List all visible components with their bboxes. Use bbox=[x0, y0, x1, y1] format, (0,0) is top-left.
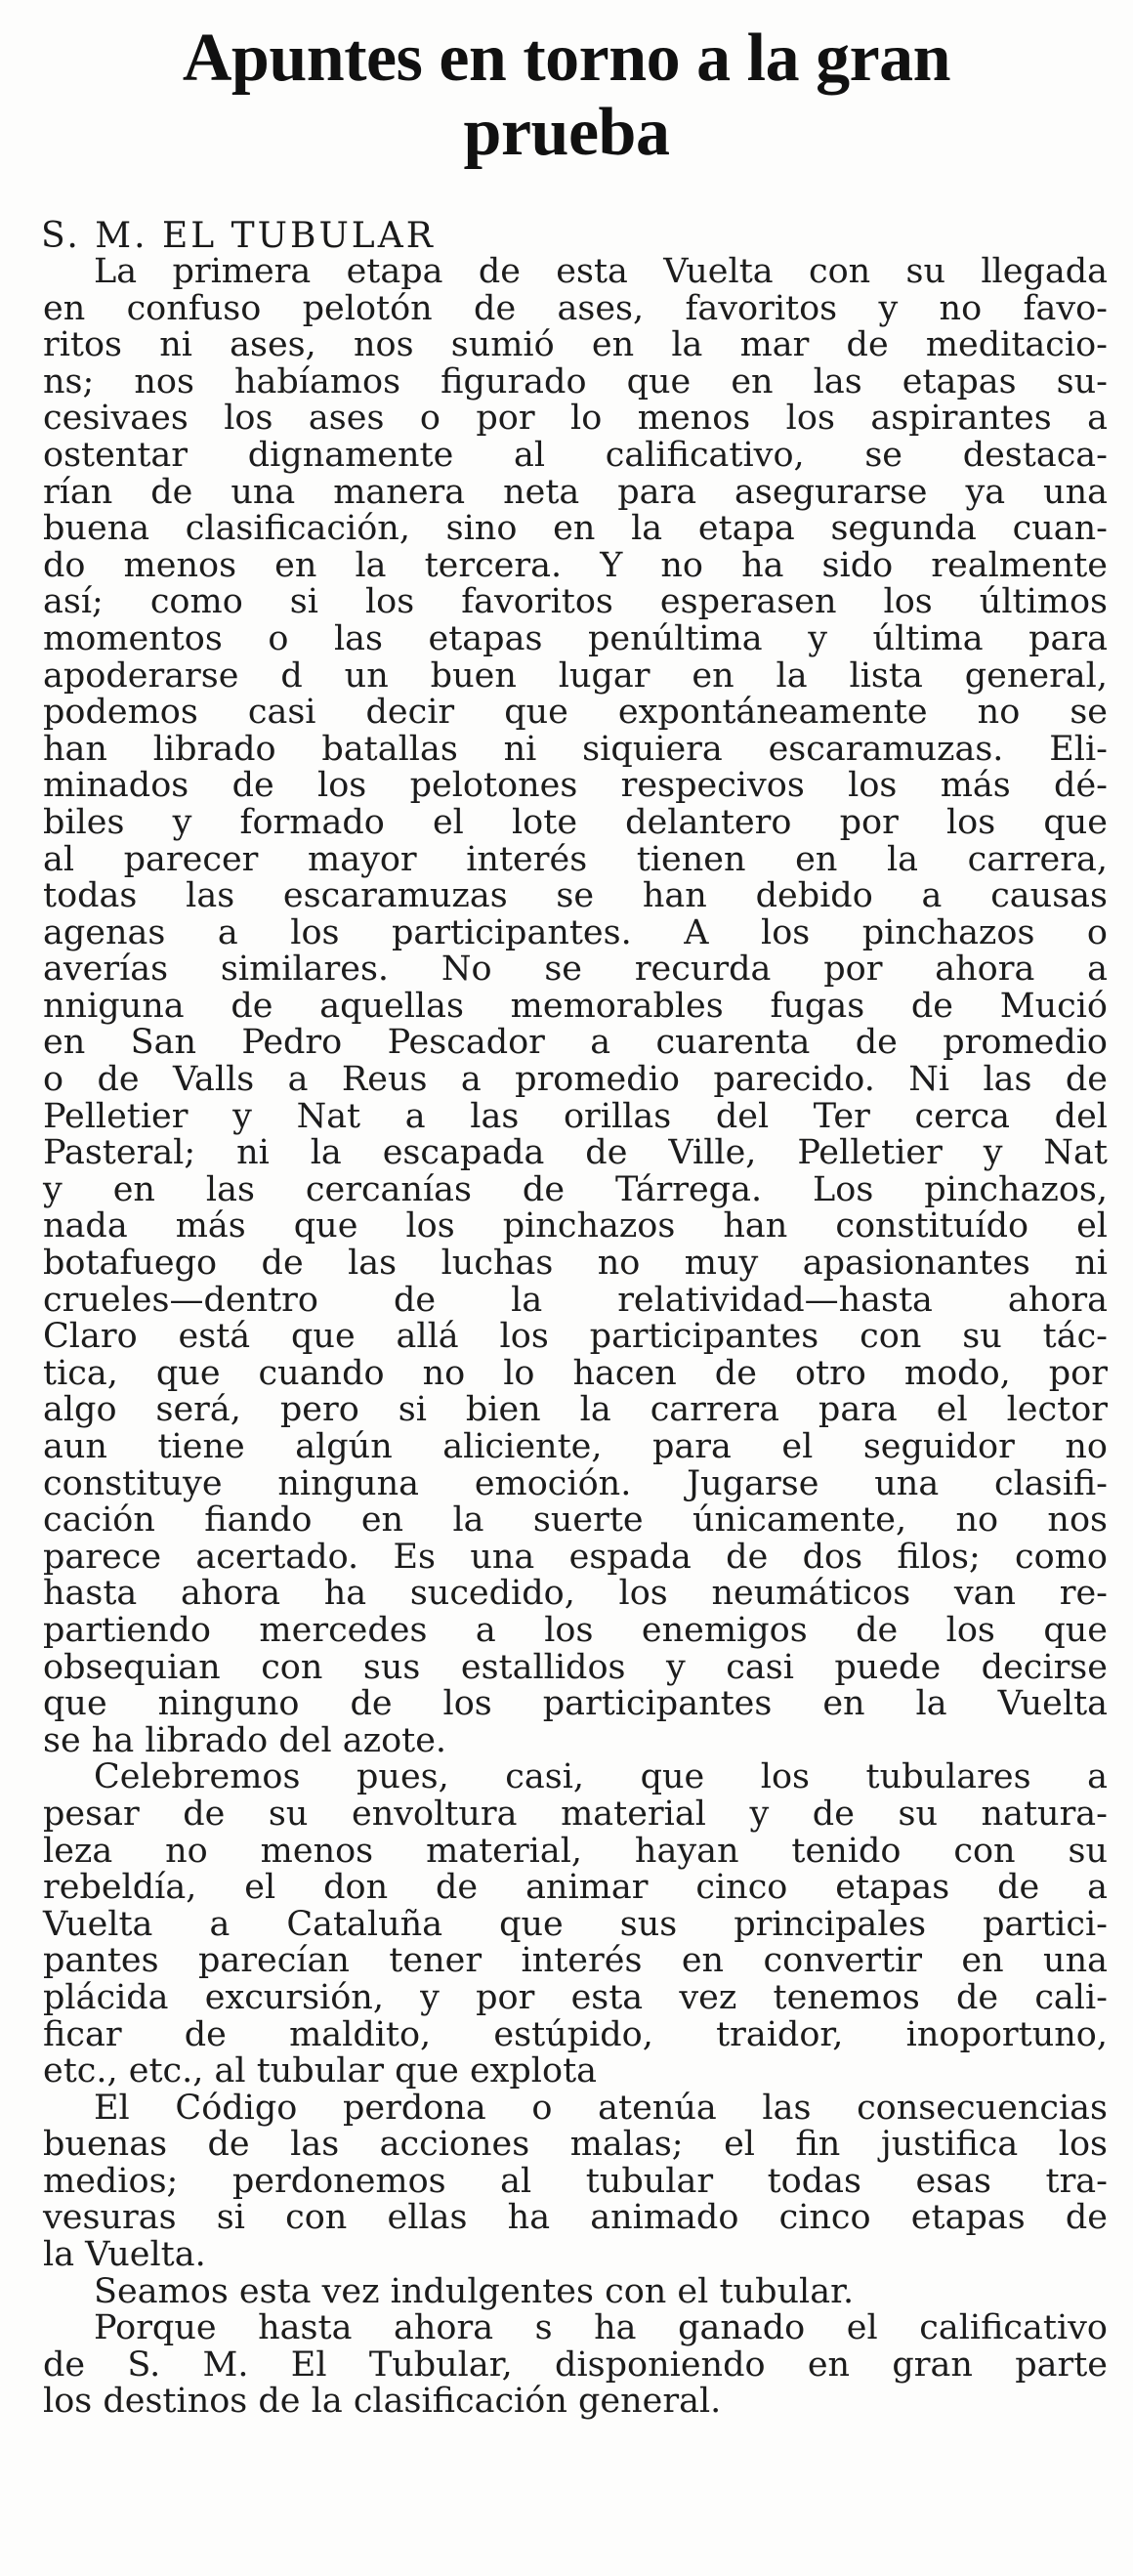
text-line: ns; nos habíamos figurado que en las etapas su- bbox=[43, 361, 1108, 401]
text-line: hasta ahora ha sucedido, los neumáticos van re- bbox=[43, 1574, 1108, 1614]
text-line: los destinos de la clasificación general. bbox=[43, 2382, 722, 2422]
text-line: rían de una manera neta para asegurarse ya una bbox=[43, 472, 1108, 512]
text-line: averías similares. No se recurda por ahora a bbox=[43, 950, 1108, 990]
article-paragraph bbox=[43, 2310, 1108, 2421]
text-line: Pasteral; ni la escapada de Ville, Pelletier y Nat bbox=[43, 1133, 1108, 1173]
article-body bbox=[43, 254, 1108, 2421]
text-line: crueles—dentro de la relatividad—hasta ahora bbox=[43, 1280, 1108, 1320]
text-line: momentos o las etapas penúltima y última para bbox=[43, 618, 1108, 658]
text-line: algo será, pero si bien la carrera para el lector bbox=[43, 1390, 1108, 1430]
text-line: obsequian con sus estallidos y casi puede decirse bbox=[43, 1647, 1108, 1687]
text-line: cesivaes los ases o por lo menos los aspirantes a bbox=[43, 399, 1108, 439]
text-line: así; como si los favoritos esperasen los últimos bbox=[43, 582, 1108, 622]
text-line: Seamos esta vez indulgentes con el tubular. bbox=[94, 2271, 855, 2311]
article-paragraph bbox=[43, 1759, 1108, 2090]
text-line: se ha librado del azote. bbox=[43, 1720, 447, 1760]
headline-line: prueba bbox=[463, 95, 670, 170]
article-headline bbox=[39, 21, 1094, 170]
text-line: El Código perdona o atenúa las consecuencias bbox=[94, 2088, 1108, 2128]
text-line: rebeldía, el don de animar cinco etapas de a bbox=[43, 1868, 1108, 1908]
text-line: botafuego de las luchas no muy apasionantes ni bbox=[43, 1244, 1108, 1284]
text-line: pesar de su envoltura material y de su natura- bbox=[43, 1794, 1108, 1834]
text-line: leza no menos material, hayan tenido con su bbox=[43, 1831, 1108, 1871]
text-line: aun tiene algún aliciente, para el seguidor no bbox=[43, 1427, 1108, 1466]
text-line: nada más que los pinchazos han constituído el bbox=[43, 1206, 1108, 1246]
text-line: ficar de maldito, estúpido, traidor, inoportuno, bbox=[43, 2014, 1108, 2054]
text-line: ostentar dignamente al calificativo, se destaca- bbox=[43, 435, 1108, 475]
text-line: Claro está que allá los participantes con su tác- bbox=[43, 1317, 1108, 1357]
text-line: han librado batallas ni siquiera escaramuzas. Eli- bbox=[43, 729, 1108, 769]
article-paragraph bbox=[43, 254, 1108, 1759]
text-line: y en las cercanías de Tárrega. Los pinchazos, bbox=[43, 1169, 1108, 1209]
text-line: o de Valls a Reus a promedio parecido. Ni las de bbox=[43, 1060, 1108, 1100]
text-line: Vuelta a Cataluña que sus principales partici- bbox=[43, 1904, 1108, 1944]
text-line: etc., etc., al tubular que explota bbox=[43, 2051, 598, 2091]
text-line: podemos casi decir que expontáneamente no se bbox=[43, 693, 1108, 733]
text-line: Porque hasta ahora s ha ganado el calificativo bbox=[94, 2308, 1108, 2348]
text-line: buena clasificación, sino en la etapa segunda cuan- bbox=[43, 509, 1108, 549]
section-title: S. M. EL TUBULAR bbox=[41, 216, 436, 256]
text-line: biles y formado el lote delantero por los que bbox=[43, 802, 1108, 842]
text-line: minados de los pelotones respecivos los más dé- bbox=[43, 766, 1108, 806]
text-line: todas las escaramuzas se han debido a causas bbox=[43, 876, 1108, 916]
text-line: nniguna de aquellas memorables fugas de Mució bbox=[43, 986, 1108, 1026]
text-line: ritos ni ases, nos sumió en la mar de meditacio- bbox=[43, 325, 1108, 365]
article-paragraph bbox=[43, 2090, 1108, 2274]
text-line: la Vuelta. bbox=[43, 2235, 206, 2275]
text-line: cación fiando en la suerte únicamente, no nos bbox=[43, 1500, 1108, 1541]
text-line: apoderarse d un buen lugar en la lista general, bbox=[43, 655, 1108, 696]
text-line: plácida excursión, y por esta vez tenemos de cali- bbox=[43, 1977, 1108, 2017]
text-line: parece acertado. Es una espada de dos filos; como bbox=[43, 1537, 1108, 1577]
text-line: agenas a los participantes. A los pinchazos o bbox=[43, 912, 1108, 952]
text-line: La primera etapa de esta Vuelta con su llegada bbox=[94, 252, 1108, 291]
text-line: que ninguno de los participantes en la Vuelta bbox=[43, 1684, 1108, 1724]
text-line: de S. M. El Tubular, disponiendo en gran parte bbox=[43, 2344, 1108, 2385]
text-line: al parecer mayor interés tienen en la carrera, bbox=[43, 839, 1108, 879]
text-line: partiendo mercedes a los enemigos de los que bbox=[43, 1610, 1108, 1650]
article-paragraph bbox=[43, 2271, 1108, 2311]
text-line: en San Pedro Pescador a cuarenta de promedio bbox=[43, 1023, 1108, 1063]
text-line: vesuras si con ellas ha animado cinco etapas de bbox=[43, 2198, 1108, 2238]
text-line: Pelletier y Nat a las orillas del Ter cerca del bbox=[43, 1096, 1108, 1136]
text-line: tica, que cuando no lo hacen de otro modo, por bbox=[43, 1353, 1108, 1393]
text-line: en confuso pelotón de ases, favoritos y no favo- bbox=[43, 288, 1108, 328]
text-line: buenas de las acciones malas; el fin justifica los bbox=[43, 2125, 1108, 2165]
text-line: constituye ninguna emoción. Jugarse una clasifi- bbox=[43, 1463, 1108, 1503]
text-line: do menos en la tercera. Y no ha sido realmente bbox=[43, 545, 1108, 585]
headline-line: Apuntes en torno a la gran bbox=[182, 21, 951, 96]
text-line: pantes parecían tener interés en convertir en una bbox=[43, 1941, 1108, 1981]
text-line: Celebremos pues, casi, que los tubulares a bbox=[94, 1757, 1108, 1797]
text-line: medios; perdonemos al tubular todas esas tra- bbox=[43, 2161, 1108, 2201]
